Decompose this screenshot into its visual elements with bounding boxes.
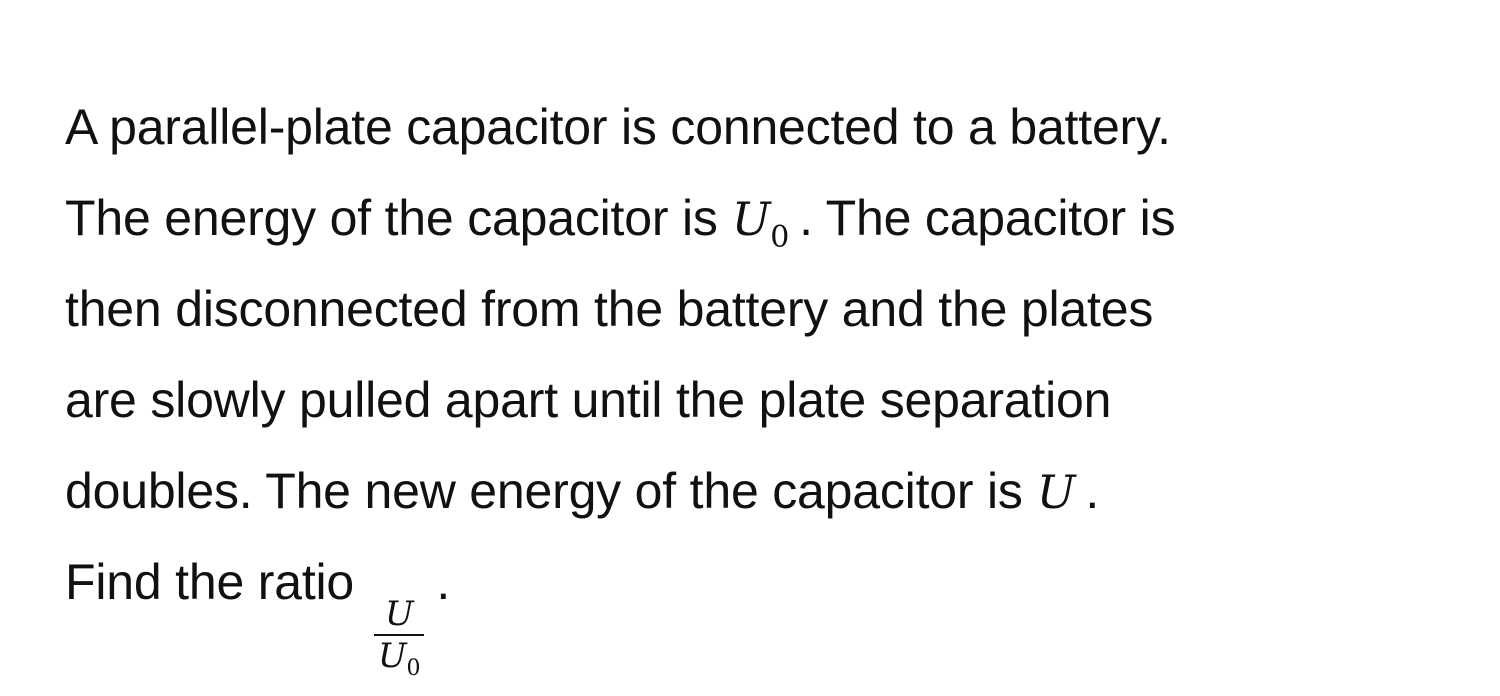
math-u0 [732,174,789,265]
line-3-text: then disconnected from the battery and the plates [65,281,1154,337]
fraction-denominator-symbol: U [378,636,407,676]
fraction-denominator-subscript: 0 [406,656,421,681]
line-2-text-after: . The capacitor is [799,190,1176,246]
line-1-text: A parallel-plate capacitor is connected to a battery. [65,99,1171,155]
fraction-denominator [374,636,424,681]
problem-text [65,82,1465,681]
problem-line-1 [65,82,1465,173]
fraction-numerator: U [384,594,414,634]
line-6-text-before: Find the ratio [65,554,355,610]
math-u0-symbol: U [731,192,771,246]
problem-line-3 [65,264,1465,355]
math-u [1037,447,1076,538]
line-5-text-before: doubles. The new energy of the capacitor is [65,463,1023,519]
ratio-fraction [374,594,424,681]
math-u0-subscript: 0 [770,220,790,255]
line-4-text: are slowly pulled apart until the plate separation [65,372,1112,428]
line-6-text-after: . [436,554,451,610]
problem-line-2 [65,173,1465,264]
problem-line-4 [65,355,1465,446]
problem-line-6 [65,537,1465,681]
math-u-symbol: U [1036,465,1076,519]
line-5-text-after: . [1085,463,1100,519]
problem-line-5 [65,446,1465,537]
line-2-text-before: The energy of the capacitor is [65,190,718,246]
